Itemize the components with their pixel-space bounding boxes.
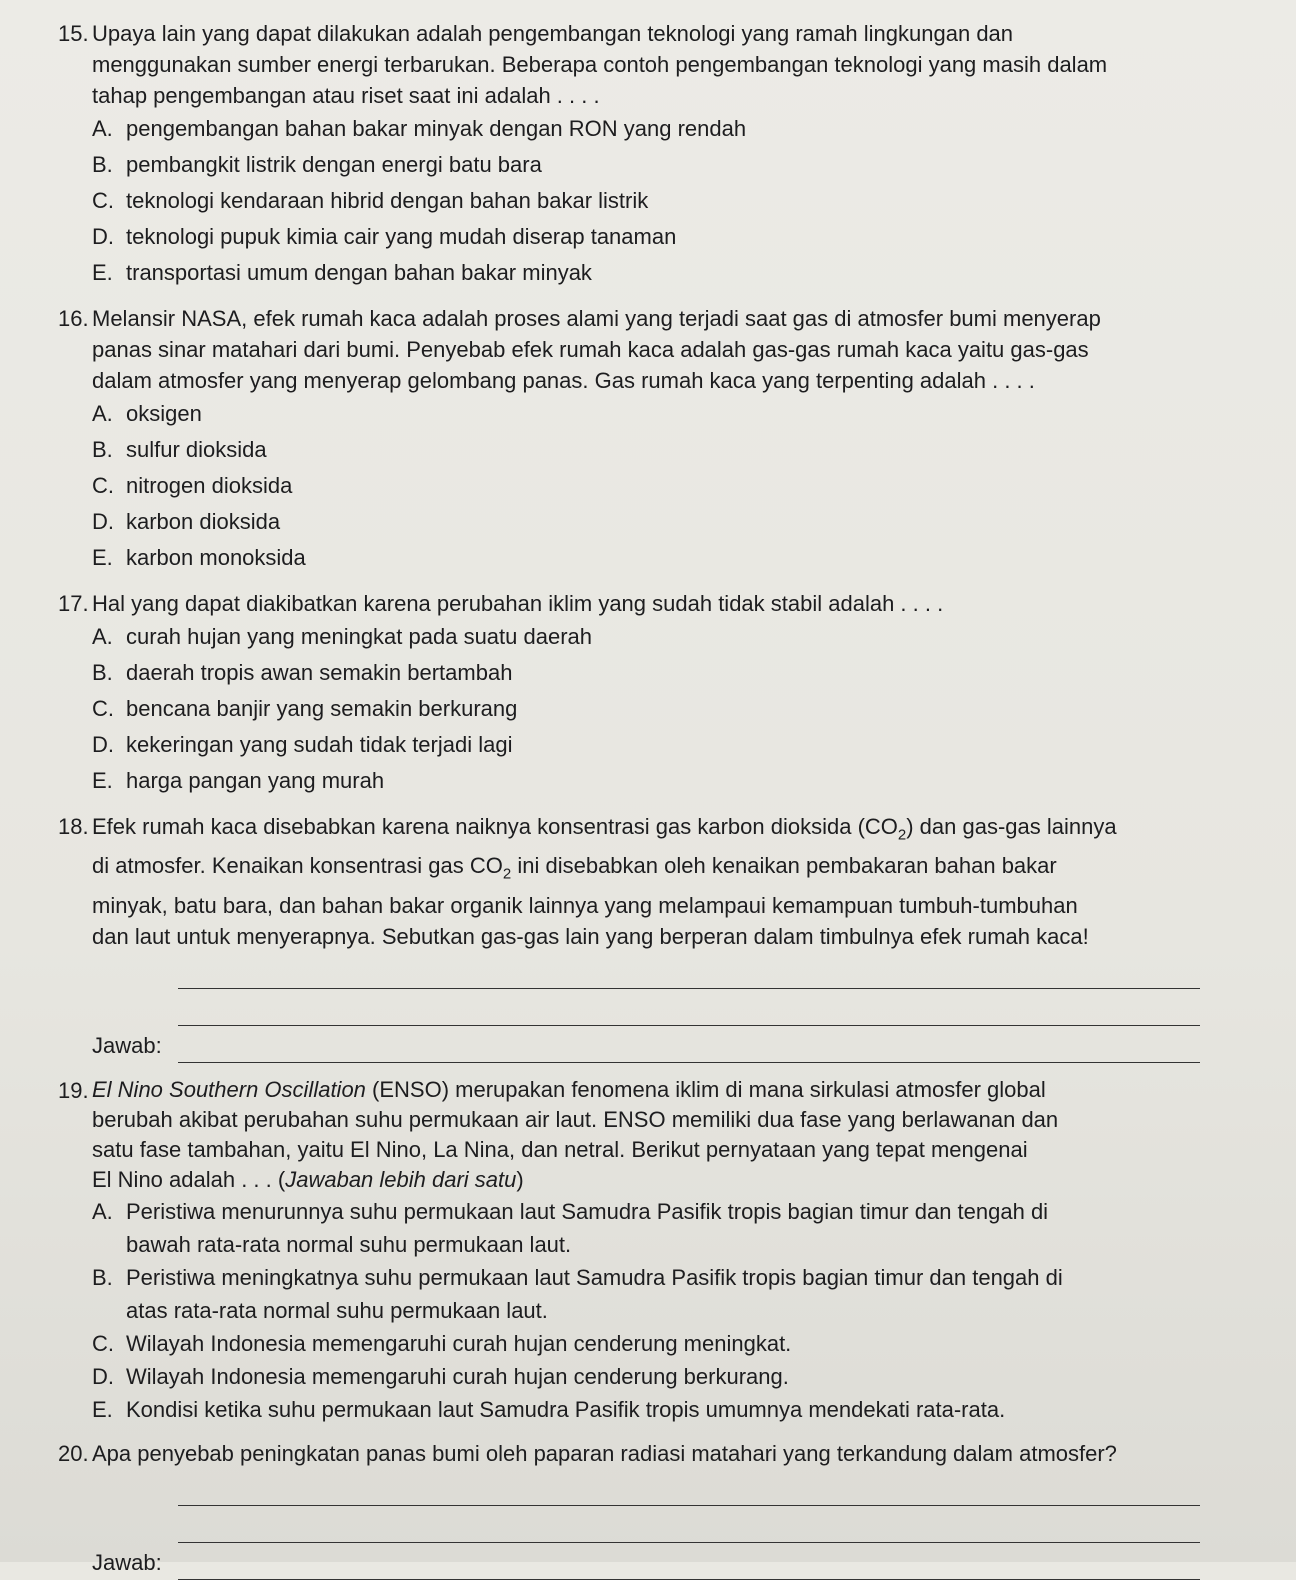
option-letter: C.: [92, 473, 114, 498]
option-letter: D.: [92, 509, 114, 534]
option-text-line: Peristiwa menurunnya suhu permukaan laut Samudra Pasifik tropis bagian timur dan tengah di: [126, 1198, 1049, 1224]
option-text: harga pangan yang murah: [126, 768, 385, 793]
answer-area: [92, 1469, 1260, 1580]
option-d[interactable]: [92, 504, 1260, 540]
question-number: 20.: [58, 1440, 89, 1466]
option-letter: A.: [92, 401, 113, 426]
option-e[interactable]: [92, 1393, 1260, 1426]
answer-lines[interactable]: [178, 1469, 1260, 1580]
question-text-line: [92, 850, 1260, 889]
option-a[interactable]: [92, 111, 1260, 147]
option-letter: D.: [92, 1363, 114, 1389]
option-text-line: Kondisi ketika suhu permukaan laut Samudra Pasifik tropis umumnya mendekati rata-rata.: [126, 1396, 1006, 1422]
option-b[interactable]: [92, 1261, 1260, 1327]
option-text-line: Wilayah Indonesia memengaruhi curah hujan cenderung berkurang.: [126, 1363, 789, 1389]
option-text: teknologi kendaraan hibrid dengan bahan bakar listrik: [126, 188, 649, 213]
option-e[interactable]: [92, 763, 1260, 799]
answer-label: Jawab:: [92, 1032, 162, 1058]
answer-line[interactable]: [178, 1469, 1200, 1506]
option-letter: B.: [92, 152, 113, 177]
option-d[interactable]: [92, 219, 1260, 255]
question-text: [92, 1075, 1260, 1195]
question-text-line: minyak, batu bara, dan bahan bakar organik lainnya yang melampaui kemampuan tumbuh-tumbuhan: [92, 892, 1078, 918]
text-fragment: Jawaban lebih dari satu: [285, 1166, 517, 1192]
option-letter: A.: [92, 1198, 113, 1224]
question-text-line: Melansir NASA, efek rumah kaca adalah proses alami yang terjadi saat gas di atmosfer bumi menyerap: [92, 306, 1101, 331]
question-text-line: dan laut untuk menyerapnya. Sebutkan gas-gas lain yang berperan dalam timbulnya efek rumah kaca!: [92, 923, 1089, 949]
option-text: daerah tropis awan semakin bertambah: [126, 660, 513, 685]
question-text-line: Upaya lain yang dapat dilakukan adalah pengembangan teknologi yang ramah lingkungan dan: [92, 21, 1014, 46]
option-b[interactable]: [92, 432, 1260, 468]
question-number: 15.: [58, 21, 89, 46]
answer-options: [92, 1195, 1260, 1426]
option-text: oksigen: [126, 401, 202, 426]
option-letter: E.: [92, 768, 113, 793]
text-fragment: El Nino adalah . . . (: [92, 1166, 286, 1192]
question-number: 19.: [58, 1077, 89, 1103]
option-text: pembangkit listrik dengan energi batu bara: [126, 152, 542, 177]
option-letter: E.: [92, 1396, 113, 1422]
question-text-line: [92, 1165, 1260, 1195]
option-text: nitrogen dioksida: [126, 473, 293, 498]
option-text: [126, 1327, 791, 1360]
option-letter: E.: [92, 260, 113, 285]
question-text: [92, 18, 1260, 111]
option-c[interactable]: [92, 183, 1260, 219]
text-fragment: Efek rumah kaca disebabkan karena naiknya konsentrasi gas karbon dioksida (CO: [92, 814, 898, 839]
answer-area: [92, 952, 1260, 1063]
option-letter: D.: [92, 224, 114, 249]
option-letter: C.: [92, 1330, 114, 1356]
question-text-line: Apa penyebab peningkatan panas bumi oleh paparan radiasi matahari yang terkandung dalam atmosfer?: [92, 1440, 1117, 1466]
option-text: pengembangan bahan bakar minyak dengan RON yang rendah: [126, 116, 747, 141]
option-e[interactable]: [92, 255, 1260, 291]
option-text: karbon monoksida: [126, 545, 306, 570]
text-fragment: ) dan gas-gas lainnya: [906, 814, 1117, 839]
text-fragment: (ENSO) merupakan fenomena iklim di mana sirkulasi atmosfer global: [365, 1076, 1046, 1102]
option-a[interactable]: [92, 619, 1260, 655]
question-text-line: tahap pengembangan atau riset saat ini adalah . . . .: [92, 83, 600, 108]
option-c[interactable]: [92, 1327, 1260, 1360]
question-text-line: [92, 1075, 1260, 1105]
question-text-line: Hal yang dapat diakibatkan karena perubahan iklim yang sudah tidak stabil adalah . . . .: [92, 591, 944, 616]
answer-line[interactable]: [178, 1506, 1200, 1543]
question-number: 17.: [58, 591, 89, 616]
option-b[interactable]: [92, 655, 1260, 691]
answer-options: [92, 111, 1260, 291]
option-letter: B.: [92, 1264, 113, 1290]
text-fragment: El Nino Southern Oscillation: [92, 1076, 366, 1102]
question-text-line: satu fase tambahan, yaitu El Nino, La Nina, dan netral. Berikut pernyataan yang tepat mengenai: [92, 1136, 1028, 1162]
option-text: teknologi pupuk kimia cair yang mudah diserap tanaman: [126, 224, 677, 249]
question-text: [92, 811, 1260, 952]
subscript: 2: [502, 865, 512, 883]
question-19: [58, 1075, 1260, 1426]
question-18: [58, 811, 1260, 1063]
question-text-line: [92, 811, 1260, 850]
option-text-line: bawah rata-rata normal suhu permukaan laut.: [126, 1231, 572, 1257]
text-fragment: ini disebabkan oleh kenaikan pembakaran bahan bakar: [511, 853, 1057, 879]
option-text-line: Wilayah Indonesia memengaruhi curah hujan cenderung meningkat.: [126, 1330, 792, 1356]
option-text: transportasi umum dengan bahan bakar minyak: [126, 260, 592, 285]
option-text: [126, 1195, 1048, 1261]
option-letter: C.: [92, 188, 114, 213]
answer-line[interactable]: [178, 952, 1200, 989]
question-text-line: menggunakan sumber energi terbarukan. Beberapa contoh pengembangan teknologi yang masih dalam: [92, 52, 1108, 77]
question-text: [92, 1438, 1260, 1469]
option-d[interactable]: [92, 727, 1260, 763]
option-e[interactable]: [92, 540, 1260, 576]
option-text: karbon dioksida: [126, 509, 281, 534]
question-text-line: berubah akibat perubahan suhu permukaan air laut. ENSO memiliki dua fase yang berlawanan dan: [92, 1106, 1059, 1132]
text-fragment: ): [516, 1166, 524, 1192]
option-text-line: Peristiwa meningkatnya suhu permukaan laut Samudra Pasifik tropis bagian timur dan tengah di: [126, 1264, 1063, 1290]
question-16: [58, 303, 1260, 576]
answer-options: [92, 396, 1260, 576]
option-b[interactable]: [92, 147, 1260, 183]
option-a[interactable]: [92, 396, 1260, 432]
answer-options: [92, 619, 1260, 799]
question-text-line: dalam atmosfer yang menyerap gelombang panas. Gas rumah kaca yang terpenting adalah . . . .: [92, 368, 1035, 393]
option-text-line: atas rata-rata normal suhu permukaan laut.: [126, 1297, 548, 1323]
option-d[interactable]: [92, 1360, 1260, 1393]
option-text: sulfur dioksida: [126, 437, 267, 462]
option-letter: D.: [92, 732, 114, 757]
question-text-line: panas sinar matahari dari bumi. Penyebab efek rumah kaca adalah gas-gas rumah kaca yaitu gas-gas: [92, 337, 1089, 362]
question-text: [92, 588, 1260, 619]
option-letter: A.: [92, 624, 113, 649]
answer-lines[interactable]: [178, 952, 1260, 1063]
option-letter: C.: [92, 696, 114, 721]
option-letter: E.: [92, 545, 113, 570]
answer-line[interactable]: [178, 1026, 1200, 1063]
option-a[interactable]: [92, 1195, 1260, 1261]
option-c[interactable]: [92, 468, 1260, 504]
text-fragment: di atmosfer. Kenaikan konsentrasi gas CO: [92, 853, 503, 879]
answer-line[interactable]: [178, 1543, 1200, 1580]
option-text: [126, 1393, 1005, 1426]
answer-line[interactable]: [178, 989, 1200, 1026]
option-letter: B.: [92, 437, 113, 462]
option-text: curah hujan yang meningkat pada suatu daerah: [126, 624, 593, 649]
subscript: 2: [897, 826, 907, 844]
question-20: [58, 1438, 1260, 1580]
question-number: 18.: [58, 814, 89, 839]
option-letter: A.: [92, 116, 113, 141]
option-c[interactable]: [92, 691, 1260, 727]
option-text: [126, 1360, 789, 1393]
option-text: [126, 1261, 1063, 1327]
question-17: [58, 588, 1260, 799]
question-15: [58, 18, 1260, 291]
option-text: bencana banjir yang semakin berkurang: [126, 696, 518, 721]
answer-label: Jawab:: [92, 1549, 162, 1575]
option-letter: B.: [92, 660, 113, 685]
question-number: 16.: [58, 306, 89, 331]
option-text: kekeringan yang sudah tidak terjadi lagi: [126, 732, 513, 757]
question-text: [92, 303, 1260, 396]
